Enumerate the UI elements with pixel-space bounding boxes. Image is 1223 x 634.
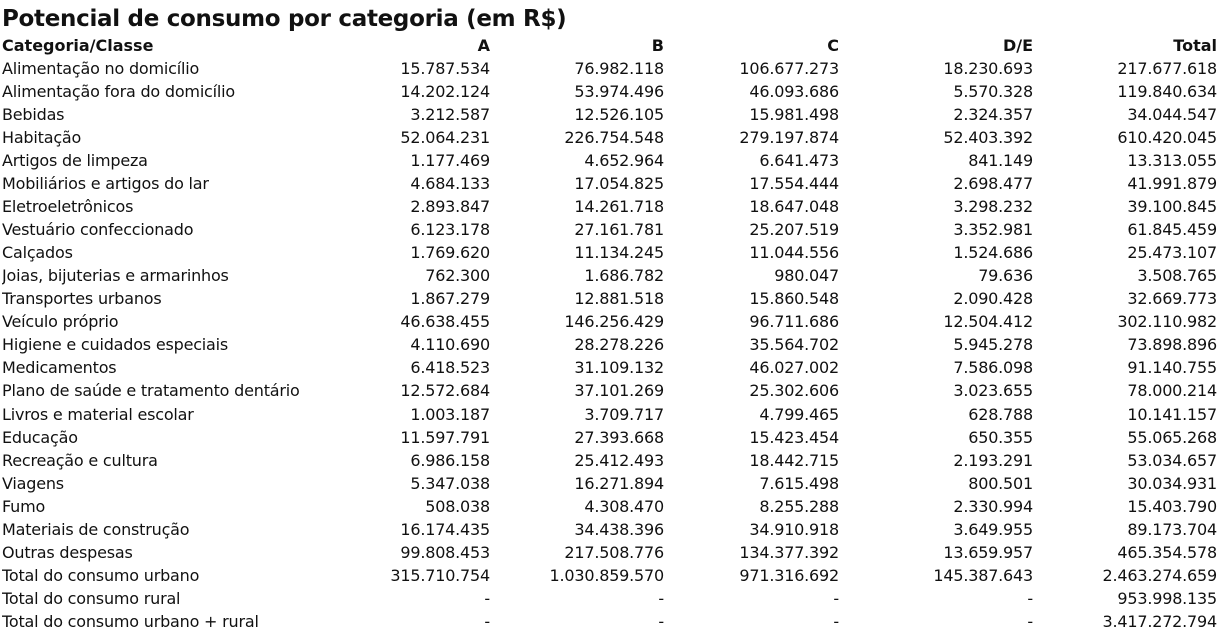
- table-row: [2, 379, 1217, 402]
- cell-category: Eletroeletrônicos: [2, 197, 134, 217]
- cell-total: 32.669.773: [1127, 289, 1217, 309]
- table-row: [2, 103, 1217, 126]
- cell-class-c: 6.641.473: [759, 151, 839, 171]
- cell-class-b: 27.393.668: [574, 427, 664, 447]
- cell-class-c: 34.910.918: [749, 519, 839, 539]
- cell-class-c: 15.423.454: [749, 427, 839, 447]
- cell-category: Recreação e cultura: [2, 450, 158, 470]
- table-row: [2, 310, 1217, 333]
- cell-total: 2.463.274.659: [1102, 565, 1217, 585]
- cell-class-de: 841.149: [968, 151, 1033, 171]
- cell-class-c: 15.860.548: [749, 289, 839, 309]
- cell-class-a: 508.038: [425, 496, 490, 516]
- cell-class-b: 12.881.518: [574, 289, 664, 309]
- cell-category: Alimentação no domicílio: [2, 59, 200, 79]
- cell-category: Transportes urbanos: [2, 289, 162, 309]
- table-row: [2, 541, 1217, 564]
- cell-class-b: 4.308.470: [584, 496, 664, 516]
- cell-class-b: 3.709.717: [584, 404, 664, 424]
- cell-class-a: 762.300: [425, 266, 490, 286]
- cell-class-b: 14.261.718: [574, 197, 664, 217]
- cell-class-a: 1.177.469: [410, 151, 490, 171]
- cell-class-c: 4.799.465: [759, 404, 839, 424]
- cell-class-c: 980.047: [774, 266, 839, 286]
- cell-total: 53.034.657: [1127, 450, 1217, 470]
- cell-class-b: 226.754.548: [564, 128, 664, 148]
- cell-category: Artigos de limpeza: [2, 151, 148, 171]
- cell-total: 89.173.704: [1127, 519, 1217, 539]
- cell-class-c: 35.564.702: [749, 335, 839, 355]
- table-row: [2, 518, 1217, 541]
- cell-class-b: 28.278.226: [574, 335, 664, 355]
- cell-category: Veículo próprio: [2, 312, 119, 332]
- cell-total: 55.065.268: [1127, 427, 1217, 447]
- cell-class-c: 106.677.273: [739, 59, 839, 79]
- cell-class-de: 2.193.291: [953, 450, 1033, 470]
- cell-class-b: 12.526.105: [574, 105, 664, 125]
- cell-total: 34.044.547: [1127, 105, 1217, 125]
- cell-class-c: -: [833, 588, 839, 608]
- cell-category: Livros e material escolar: [2, 404, 194, 424]
- cell-class-a: 6.986.158: [410, 450, 490, 470]
- cell-class-de: 2.090.428: [953, 289, 1033, 309]
- cell-total: 13.313.055: [1127, 151, 1217, 171]
- cell-category: Materiais de construção: [2, 519, 190, 539]
- cell-class-a: 1.003.187: [410, 404, 490, 424]
- cell-class-de: 145.387.643: [933, 565, 1033, 585]
- cell-class-de: 1.524.686: [953, 243, 1033, 263]
- cell-category: Medicamentos: [2, 358, 117, 378]
- table-row: [2, 172, 1217, 195]
- cell-total: 953.998.135: [1117, 588, 1217, 608]
- table-row: [2, 195, 1217, 218]
- cell-category: Bebidas: [2, 105, 65, 125]
- cell-class-a: 52.064.231: [400, 128, 490, 148]
- cell-class-de: 650.355: [968, 427, 1033, 447]
- cell-class-c: 8.255.288: [759, 496, 839, 516]
- cell-class-b: 1.686.782: [584, 266, 664, 286]
- cell-class-a: 315.710.754: [390, 565, 490, 585]
- cell-class-b: 17.054.825: [574, 174, 664, 194]
- cell-class-a: 46.638.455: [400, 312, 490, 332]
- cell-class-c: 46.093.686: [749, 82, 839, 102]
- table-row: [2, 403, 1217, 426]
- table-body: [2, 57, 1217, 633]
- cell-class-c: 25.302.606: [749, 381, 839, 401]
- cell-total: 73.898.896: [1127, 335, 1217, 355]
- cell-class-b: 217.508.776: [564, 542, 664, 562]
- cell-class-a: -: [484, 611, 490, 631]
- cell-class-b: 31.109.132: [574, 358, 664, 378]
- cell-class-c: 18.647.048: [749, 197, 839, 217]
- table-row: [2, 264, 1217, 287]
- cell-category: Fumo: [2, 496, 46, 516]
- cell-total: 465.354.578: [1117, 542, 1217, 562]
- cell-category: Plano de saúde e tratamento dentário: [2, 381, 300, 401]
- cell-total: 41.991.879: [1127, 174, 1217, 194]
- cell-total: 119.840.634: [1117, 82, 1217, 102]
- cell-category: Vestuário confeccionado: [2, 220, 194, 240]
- cell-class-de: 18.230.693: [943, 59, 1033, 79]
- table-row: [2, 356, 1217, 379]
- cell-class-c: 96.711.686: [749, 312, 839, 332]
- cell-class-a: 3.212.587: [410, 105, 490, 125]
- table-row: [2, 495, 1217, 518]
- cell-class-b: 4.652.964: [584, 151, 664, 171]
- cell-category: Total do consumo urbano + rural: [2, 611, 259, 631]
- cell-total: 78.000.214: [1127, 381, 1217, 401]
- cell-class-c: 25.207.519: [749, 220, 839, 240]
- cell-class-a: 4.684.133: [410, 174, 490, 194]
- cell-class-de: 2.698.477: [953, 174, 1033, 194]
- cell-class-c: 18.442.715: [749, 450, 839, 470]
- cell-class-b: 37.101.269: [574, 381, 664, 401]
- cell-category: Total do consumo rural: [2, 588, 181, 608]
- cell-class-c: 15.981.498: [749, 105, 839, 125]
- cell-class-de: 5.570.328: [953, 82, 1033, 102]
- header-class-de: D/E: [1002, 36, 1033, 56]
- table-row: [2, 218, 1217, 241]
- cell-class-de: 52.403.392: [943, 128, 1033, 148]
- cell-total: 39.100.845: [1127, 197, 1217, 217]
- cell-class-b: 11.134.245: [574, 243, 664, 263]
- header-class-b: B: [651, 36, 664, 56]
- table-row: [2, 57, 1217, 80]
- cell-category: Higiene e cuidados especiais: [2, 335, 229, 355]
- cell-class-de: 2.324.357: [953, 105, 1033, 125]
- cell-class-de: -: [1027, 588, 1033, 608]
- cell-class-b: 146.256.429: [564, 312, 664, 332]
- cell-category: Habitação: [2, 128, 82, 148]
- cell-class-de: 3.023.655: [953, 381, 1033, 401]
- cell-class-b: 1.030.859.570: [549, 565, 664, 585]
- cell-class-a: 1.769.620: [410, 243, 490, 263]
- cell-class-b: -: [658, 588, 664, 608]
- cell-class-de: 5.945.278: [953, 335, 1033, 355]
- cell-total: 25.473.107: [1127, 243, 1217, 263]
- cell-total: 91.140.755: [1127, 358, 1217, 378]
- cell-class-de: 7.586.098: [953, 358, 1033, 378]
- page-title: Potencial de consumo por categoria (em R$): [2, 6, 567, 32]
- cell-class-de: 2.330.994: [953, 496, 1033, 516]
- table-row: [2, 149, 1217, 172]
- cell-class-de: 12.504.412: [943, 312, 1033, 332]
- cell-total: 3.508.765: [1137, 266, 1217, 286]
- cell-class-a: 16.174.435: [400, 519, 490, 539]
- cell-category: Educação: [2, 427, 78, 447]
- cell-class-de: 79.636: [978, 266, 1033, 286]
- cell-class-a: -: [484, 588, 490, 608]
- cell-class-c: 134.377.392: [739, 542, 839, 562]
- cell-category: Total do consumo urbano: [2, 565, 200, 585]
- table-row: [2, 287, 1217, 310]
- cell-class-de: 3.298.232: [953, 197, 1033, 217]
- cell-class-de: 3.649.955: [953, 519, 1033, 539]
- cell-class-a: 4.110.690: [410, 335, 490, 355]
- table-header-row: [2, 34, 1217, 57]
- table-row: [2, 333, 1217, 356]
- cell-category: Joias, bijuterias e armarinhos: [2, 266, 229, 286]
- table-row: [2, 610, 1217, 633]
- cell-class-c: 971.316.692: [739, 565, 839, 585]
- cell-total: 10.141.157: [1127, 404, 1217, 424]
- cell-total: 15.403.790: [1127, 496, 1217, 516]
- cell-class-b: -: [658, 611, 664, 631]
- cell-class-a: 2.893.847: [410, 197, 490, 217]
- table-row: [2, 587, 1217, 610]
- cell-total: 30.034.931: [1127, 473, 1217, 493]
- cell-class-c: 46.027.002: [749, 358, 839, 378]
- cell-total: 61.845.459: [1127, 220, 1217, 240]
- cell-class-a: 99.808.453: [400, 542, 490, 562]
- cell-total: 3.417.272.794: [1102, 611, 1217, 631]
- cell-class-de: 628.788: [968, 404, 1033, 424]
- cell-class-a: 6.123.178: [410, 220, 490, 240]
- cell-category: Mobiliários e artigos do lar: [2, 174, 209, 194]
- table-row: [2, 126, 1217, 149]
- table-row: [2, 449, 1217, 472]
- cell-class-c: -: [833, 611, 839, 631]
- cell-class-a: 6.418.523: [410, 358, 490, 378]
- cell-class-a: 5.347.038: [410, 473, 490, 493]
- cell-class-c: 279.197.874: [739, 128, 839, 148]
- table-row: [2, 80, 1217, 103]
- cell-class-de: 13.659.957: [943, 542, 1033, 562]
- cell-category: Alimentação fora do domicílio: [2, 82, 235, 102]
- cell-class-b: 76.982.118: [574, 59, 664, 79]
- cell-category: Viagens: [2, 473, 64, 493]
- header-class-c: C: [827, 36, 839, 56]
- cell-class-a: 15.787.534: [400, 59, 490, 79]
- cell-class-a: 11.597.791: [400, 427, 490, 447]
- cell-class-a: 14.202.124: [400, 82, 490, 102]
- cell-class-a: 12.572.684: [400, 381, 490, 401]
- header-total: Total: [1173, 36, 1217, 56]
- cell-class-b: 27.161.781: [574, 220, 664, 240]
- cell-class-b: 53.974.496: [574, 82, 664, 102]
- cell-category: Calçados: [2, 243, 73, 263]
- cell-category: Outras despesas: [2, 542, 133, 562]
- cell-class-b: 16.271.894: [574, 473, 664, 493]
- cell-class-c: 17.554.444: [749, 174, 839, 194]
- table-row: [2, 472, 1217, 495]
- table-row: [2, 564, 1217, 587]
- cell-class-b: 34.438.396: [574, 519, 664, 539]
- header-class-a: A: [477, 36, 490, 56]
- cell-class-de: 800.501: [968, 473, 1033, 493]
- cell-class-b: 25.412.493: [574, 450, 664, 470]
- cell-total: 302.110.982: [1117, 312, 1217, 332]
- table-row: [2, 426, 1217, 449]
- cell-total: 217.677.618: [1117, 59, 1217, 79]
- cell-class-de: 3.352.981: [953, 220, 1033, 240]
- cell-class-c: 7.615.498: [759, 473, 839, 493]
- cell-class-a: 1.867.279: [410, 289, 490, 309]
- cell-class-c: 11.044.556: [749, 243, 839, 263]
- cell-class-de: -: [1027, 611, 1033, 631]
- table-row: [2, 241, 1217, 264]
- header-category: Categoria/Classe: [2, 36, 154, 56]
- cell-total: 610.420.045: [1117, 128, 1217, 148]
- consumption-table: [2, 34, 1217, 633]
